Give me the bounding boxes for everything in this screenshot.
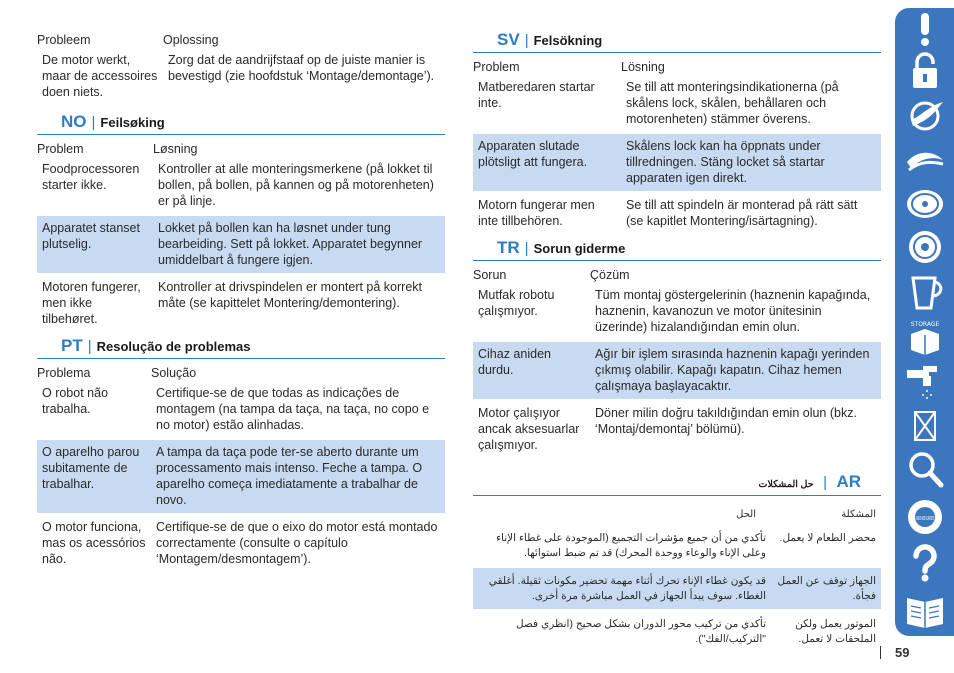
solution-cell: Se till att spindeln är monterad på rätt sätt (se kapitlet Montering/isärtagning). (626, 198, 858, 228)
table-row (473, 568, 881, 609)
heading-divider: | (823, 474, 827, 491)
heading-divider: | (91, 114, 96, 131)
table-row (473, 401, 881, 458)
right-column (473, 30, 881, 652)
guarantee-label: WORLD-WIDE GUARANTEE (916, 516, 934, 522)
table-row (473, 75, 881, 132)
worldwide-guarantee-icon[interactable] (903, 498, 947, 536)
problem-cell: Foodprocessoren starter ikke. (42, 162, 140, 192)
table-row (37, 381, 445, 438)
table-row (37, 216, 445, 273)
solution-cell: تأكدي من أن جميع مؤشرات التجميع (الموجودة على غطاء الإناء وعلى الإناء والوعاء ووحدة المحرك) قد تم ضبط استوائها. (496, 532, 766, 559)
no-dishwasher-icon[interactable] (903, 406, 947, 444)
nl-header-solution: Oplossing (163, 33, 219, 47)
solution-cell: تأكدي من تركيب محور الدوران بشكل صحيح (انظري فصل "التركيب/الفك"). (515, 618, 766, 645)
table-row (473, 525, 881, 566)
heading-divider: | (524, 240, 529, 257)
no-section-title: Feilsøking (100, 115, 165, 130)
manual-book-icon[interactable] (903, 590, 947, 628)
nl-header-problem: Probleem (37, 33, 91, 47)
problem-cell: محضر الطعام لا يعمل. (779, 532, 876, 544)
ar-section-title: حل المشكلات (758, 479, 814, 490)
page-number-value: 59 (895, 645, 910, 660)
problem-cell: De motor werkt, maar de accessoires doen niets. (42, 53, 158, 99)
tap-icon[interactable] (903, 362, 947, 400)
no-section-heading (37, 112, 445, 135)
ar-language-code: AR (836, 472, 861, 491)
problem-cell: Apparaten slutade plötsligt att fungera. (478, 139, 588, 169)
problem-cell: Mutfak robotu çalışmıyor. (478, 288, 555, 318)
no-table-header (37, 141, 445, 157)
page-number-divider (880, 646, 881, 659)
table-row (473, 342, 881, 399)
solution-cell: A tampa da taça pode ter-se aberto durante um processamento mais intenso. Feche a tampa. O aparelho começa imediatamente a trabalhar de novo. (156, 445, 423, 507)
solution-cell: Kontroller at drivspindelen er montert på korrekt måte (se kapittelet Montering/demontering). (158, 280, 423, 310)
problem-cell: Motor çalışıyor ancak aksesuarlar çalışmıyor. (478, 406, 580, 452)
table-row (37, 440, 445, 513)
grater-disc-icon[interactable] (903, 228, 947, 266)
blade-icon[interactable] (903, 96, 947, 134)
no-header-solution: Løsning (153, 142, 198, 156)
exclamation-icon[interactable] (903, 10, 947, 48)
table-row (37, 275, 445, 332)
problem-cell: O robot não trabalha. (42, 386, 109, 416)
magnifier-icon[interactable] (903, 450, 947, 488)
padlock-icon[interactable] (903, 52, 947, 90)
tr-table-header (473, 267, 881, 283)
sv-table (473, 59, 881, 234)
problem-cell: Cihaz aniden durdu. (478, 347, 551, 377)
tr-language-code: TR (497, 238, 520, 257)
tr-table (473, 267, 881, 458)
problem-cell: الجهاز توقف عن العمل فجأة. (777, 575, 876, 602)
ar-table-header (473, 504, 881, 525)
storage-box-icon[interactable] (903, 318, 947, 356)
problem-cell: O motor funciona, mas os acessórios não. (42, 520, 146, 566)
pt-table-header (37, 365, 445, 381)
pt-section-title: Resolução de problemas (96, 339, 251, 354)
sv-language-code: SV (497, 30, 520, 49)
left-column (37, 32, 445, 572)
problem-cell: Motoren fungerer, men ikke tilbehøret. (42, 280, 141, 326)
solution-cell: Döner milin doğru takıldığından emin olun (bkz. ‘Montaj/demontaj’ bölümü). (595, 406, 857, 436)
tr-header-solution: Çözüm (590, 268, 630, 282)
solution-cell: Tüm montaj göstergelerinin (haznenin kapağında, haznenin, kavanozun ve motor ünitesinin üzerinde) hizalandığından emin olun. (595, 288, 871, 334)
solution-cell: Certifique-se de que o eixo do motor está montado correctamente (consulte o capítulo ‘Montagem/desmontagem’). (156, 520, 438, 566)
pt-header-solution: Solução (151, 366, 197, 380)
table-row (37, 48, 445, 105)
table-row (473, 193, 881, 234)
solution-cell: Certifique-se de que todas as indicações de montagem (na tampa da taça, na taça, no copo e no motor) estão alinhadas. (156, 386, 430, 432)
problem-cell: الموتور يعمل ولكن الملحقات لا تعمل. (795, 618, 876, 645)
solution-cell: Se till att monteringsindikationerna (på skålens lock, skålen, behållaren och motorenheten) stämmer överens. (626, 80, 839, 126)
jug-icon[interactable] (903, 274, 947, 312)
pt-section-heading (37, 336, 445, 359)
nl-table-header (37, 32, 445, 48)
solution-cell: Kontroller at alle monteringsmerkene (på lokket til bollen, på bollen, på kannen og på motorenheten) er på linje. (158, 162, 434, 208)
table-row (37, 515, 445, 572)
storage-label: STORAGE (910, 321, 940, 328)
problem-cell: Matberedaren startar inte. (478, 80, 595, 110)
pt-table (37, 365, 445, 572)
solution-cell: Ağır bir işlem sırasında haznenin kapağı yerinden çıkmış olabilir. Kapağı kapatın. Cihaz hemen çalışmaya başlayacaktır. (595, 347, 870, 393)
whisk-icon[interactable] (903, 140, 947, 178)
problem-cell: O aparelho parou subitamente de trabalhar. (42, 445, 140, 491)
pt-language-code: PT (61, 336, 83, 355)
chapter-sidebar (895, 8, 954, 636)
sv-header-problem: Problem (473, 60, 520, 74)
ar-table (473, 504, 881, 652)
problem-cell: Motorn fungerar men inte tillbehören. (478, 198, 595, 228)
solution-cell: Lokket på bollen kan ha løsnet under tung bearbeiding. Sett på lokket. Apparatet begynner umiddelbart å fungere igjen. (158, 221, 423, 267)
no-header-problem: Problem (37, 142, 84, 156)
ar-header-problem: المشكلة (841, 509, 876, 520)
solution-cell: Skålens lock kan ha öppnats under tillredningen. Stäng locket så startar apparaten igen direkt. (626, 139, 825, 185)
sv-table-header (473, 59, 881, 75)
table-row (473, 134, 881, 191)
heading-divider: | (524, 32, 529, 49)
table-row (473, 283, 881, 340)
sv-section-title: Felsökning (533, 33, 603, 48)
no-table (37, 141, 445, 332)
solution-cell: Zorg dat de aandrijfstaaf op de juiste manier is bevestigd (zie hoofdstuk ‘Montage/demontage’). (168, 53, 435, 83)
sv-header-solution: Lösning (621, 60, 665, 74)
tr-section-heading (473, 238, 881, 261)
tr-section-title: Sorun giderme (533, 241, 626, 256)
tr-header-problem: Sorun (473, 268, 507, 282)
table-row (37, 157, 445, 214)
problem-cell: Apparatet stanset plutselig. (42, 221, 140, 251)
sv-section-heading (473, 30, 881, 53)
slicer-disc-icon[interactable] (903, 184, 947, 222)
solution-cell: قد يكون غطاء الإناء تحرك أثناء مهمة تحضير مكونات ثقيلة. أغلقي الغطاء. سوف يبدأ الجهاز في العمل مباشرة مرة أخرى. (488, 575, 766, 602)
pt-header-problem: Problema (37, 366, 91, 380)
no-language-code: NO (61, 112, 87, 131)
heading-divider: | (87, 338, 92, 355)
nl-table (37, 32, 445, 105)
table-row (473, 611, 881, 652)
ar-section-heading (473, 472, 881, 496)
ar-header-solution: الحل (736, 509, 756, 520)
question-icon[interactable] (903, 544, 947, 582)
